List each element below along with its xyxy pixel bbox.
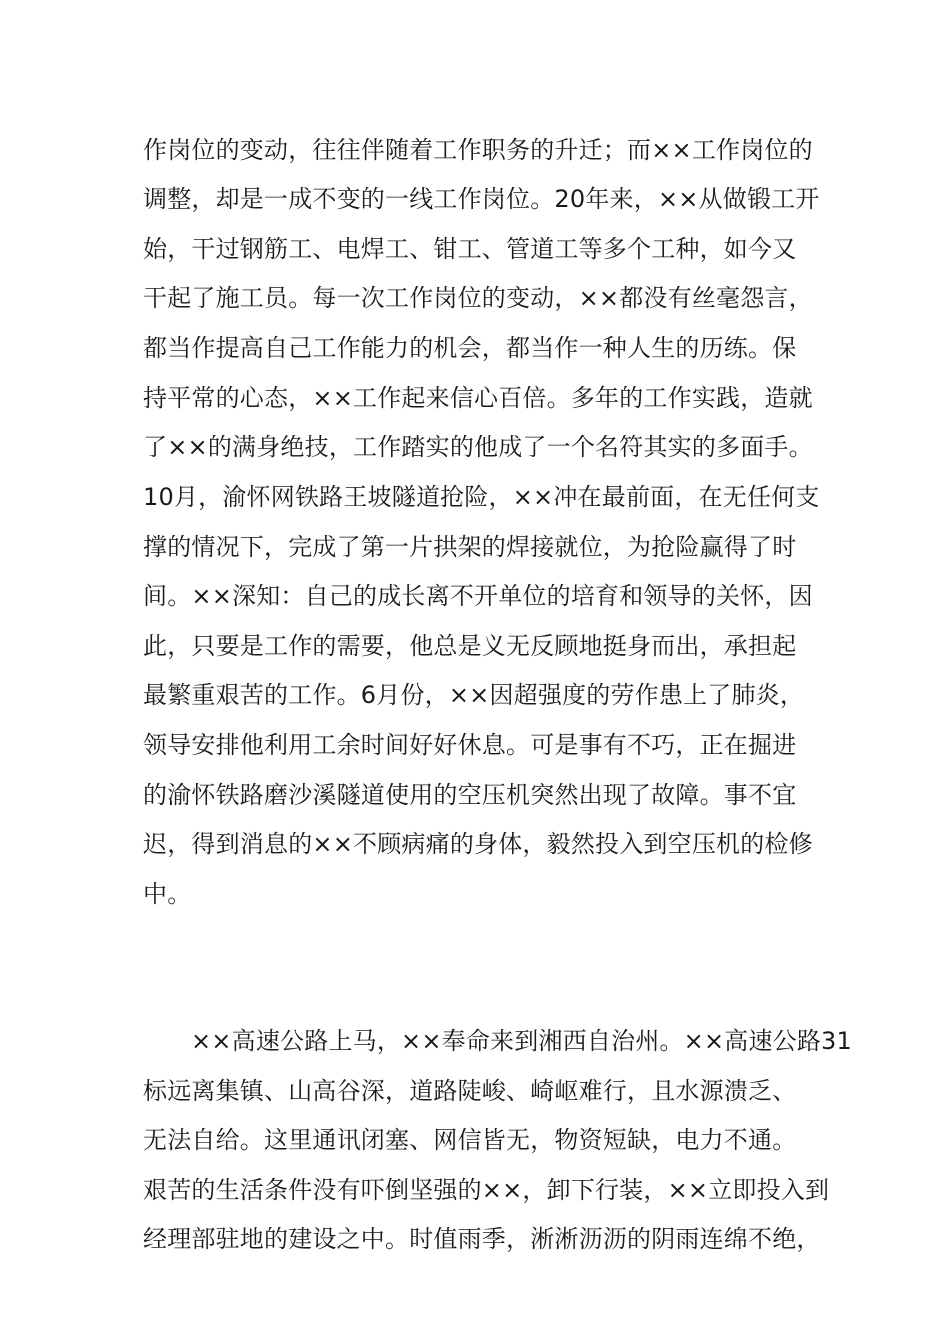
text-line: 作岗位的变动，往往伴随着工作职务的升迁；而××工作岗位的 [143,136,813,164]
text-line: 干起了施工员。每一次工作岗位的变动，××都没有丝毫怨言， [143,284,813,312]
text-line: 10月，渝怀网铁路王坡隧道抢险，××冲在最前面，在无任何支 [143,483,820,511]
text-line: 无法自给。这里通讯闭塞、网信皆无，物资短缺，电力不通。 [143,1126,797,1154]
text-line: ××高速公路上马，××奉命来到湘西自治州。××高速公路31 [191,1027,852,1055]
text-line: 标远离集镇、山高谷深，道路陡峻、崎岖难行，且水源溃乏、 [143,1077,797,1105]
text-line: 都当作提高自己工作能力的机会，都当作一种人生的历练。保 [143,334,797,362]
text-line: 经理部驻地的建设之中。时值雨季，淅淅沥沥的阴雨连绵不绝， [143,1225,821,1253]
text-line: 艰苦的生活条件没有吓倒坚强的××，卸下行装，××立即投入到 [143,1176,830,1204]
text-line: 领导安排他利用工余时间好好休息。可是事有不巧，正在掘进 [143,731,797,759]
text-line: 迟，得到消息的××不顾病痛的身体，毅然投入到空压机的检修 [143,830,813,858]
text-line: 调整，却是一成不变的一线工作岗位。20年来，××从做锻工开 [143,185,820,213]
text-line: 此，只要是工作的需要，他总是义无反顾地挺身而出，承担起 [143,632,797,660]
text-line: 了××的满身绝技，工作踏实的他成了一个名符其实的多面手。 [143,433,813,461]
text-line: 最繁重艰苦的工作。6月份，××因超强度的劳作患上了肺炎， [143,681,805,709]
text-line: 的渝怀铁路磨沙溪隧道使用的空压机突然出现了故障。事不宜 [143,781,797,809]
text-line: 撑的情况下，完成了第一片拱架的焊接就位，为抢险赢得了时 [143,533,797,561]
text-line: 中。 [143,880,192,908]
text-line: 始，干过钢筋工、电焊工、钳工、管道工等多个工种，如今又 [143,235,797,263]
text-line: 持平常的心态，××工作起来信心百倍。多年的工作实践，造就 [143,384,813,412]
text-line: 间。××深知：自己的成长离不开单位的培育和领导的关怀，因 [143,582,813,610]
